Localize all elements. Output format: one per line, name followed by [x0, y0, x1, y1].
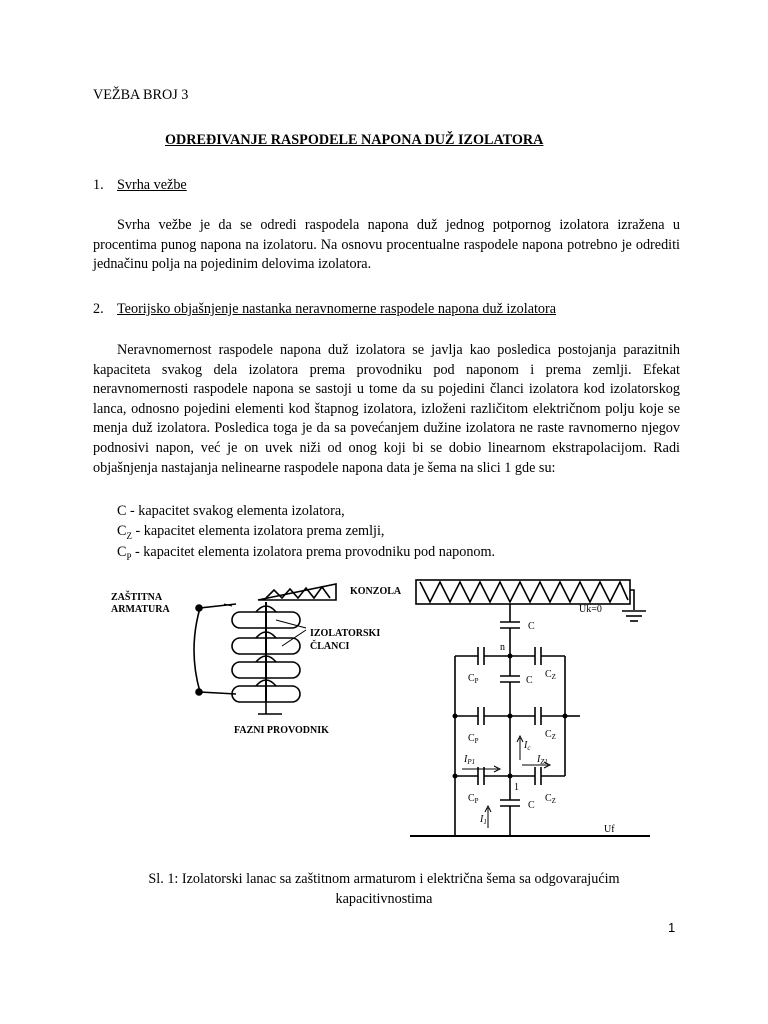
label-node-1: 1 — [514, 782, 519, 793]
section-2-number: 2. — [93, 301, 104, 317]
label-console: KONZOLA — [350, 586, 402, 597]
label-i-z1: $I_{Z1}$ — [537, 754, 548, 766]
label-uk: Uk=0 — [579, 604, 602, 615]
label-c-top: C — [528, 621, 535, 632]
exercise-label: VEŽBA BROJ 3 — [93, 87, 189, 103]
label-members-2: ČLANCI — [310, 641, 350, 652]
label-conductor: FAZNI PROVODNIK — [234, 725, 329, 736]
insulator-figure — [0, 570, 768, 855]
definition-cp: $C_P$ - kapacitet elementa izolatora prema provodniku pod naponom. — [117, 544, 496, 562]
label-members-1: IZOLATORSKI — [310, 628, 381, 639]
shield-armature — [194, 604, 236, 694]
page-number: 1 — [668, 920, 676, 935]
label-node-n: n — [500, 642, 505, 653]
label-cp-2: $C_P$ — [468, 733, 479, 745]
label-i-1: $I_1$ — [480, 814, 487, 826]
definition-cz: $C_Z$ - kapacitet elementa izolatora prema zemlji, — [117, 523, 385, 541]
section-1-body — [93, 216, 680, 275]
section-2-paragraph: Neravnomernost raspodele napona duž izolatora se javlja kao posledica postojanja parazitnih kapaciteta svakog dela izolatora prema provodniku pod naponom i prema zemlji. Efekat neravnomernosti raspodele napona se sastoji u tome da su pojedini članci izolatora kod izolatorskog lanca, odnosno pojedini elementi kod štapnog izolatora, izloženi različitom električnom polju koje se menja duž izolatora. Posledica toga je da sa povećanjem dužine izolatora ne raste ravnomerno njegov podnosivi napon, već je on uvek niži od onog koji bi se dobio linearnom ekstrapolacijom. Radi objašnjenja nastajanja nelinearne raspodele napona data je šema na slici 1 gde su: — [93, 342, 680, 476]
figure-caption-line-2: kapacitivnostima — [335, 891, 433, 907]
label-cz-2: $C_Z$ — [545, 729, 556, 741]
label-c-mid: C — [526, 675, 533, 686]
figure-caption-line-1: Sl. 1: Izolatorski lanac sa zaštitnom armaturom i električna šema sa odgovarajućim — [148, 871, 620, 887]
label-cz-1: $C_Z$ — [545, 669, 556, 681]
section-1-heading: Svrha vežbe — [117, 177, 187, 193]
section-2-body — [93, 341, 680, 478]
console-beam — [416, 580, 630, 604]
section-1-paragraph: Svrha vežbe je da se odredi raspodela napona duž jednog potpornog izolatora izražena u procentima punog napona na izolatoru. Na osnovu procentualne raspodele napona potrebno je odrediti jednačinu polja na pojedinim delovima izolatora. — [93, 217, 680, 273]
label-i-p1: $I_{P1}$ — [464, 754, 476, 766]
label-cp-1: $C_P$ — [468, 673, 479, 685]
label-c-bottom: C — [528, 800, 535, 811]
label-cz-3: $C_Z$ — [545, 793, 556, 805]
label-shield-1: ZAŠTITNA — [111, 592, 163, 603]
label-i-c: $I_c$ — [524, 740, 531, 752]
document-title: ODREĐIVANJE RASPODELE NAPONA DUŽ IZOLATORA — [165, 132, 544, 148]
label-uf: Uf — [604, 824, 615, 835]
label-shield-2: ARMATURA — [111, 604, 170, 615]
definition-c: C - kapacitet svakog elementa izolatora, — [117, 503, 345, 519]
section-1-number: 1. — [93, 177, 104, 193]
label-cp-3: $C_P$ — [468, 793, 479, 805]
section-2-heading: Teorijsko objašnjenje nastanka neravnomerne raspodele napona duž izolatora — [117, 301, 557, 317]
